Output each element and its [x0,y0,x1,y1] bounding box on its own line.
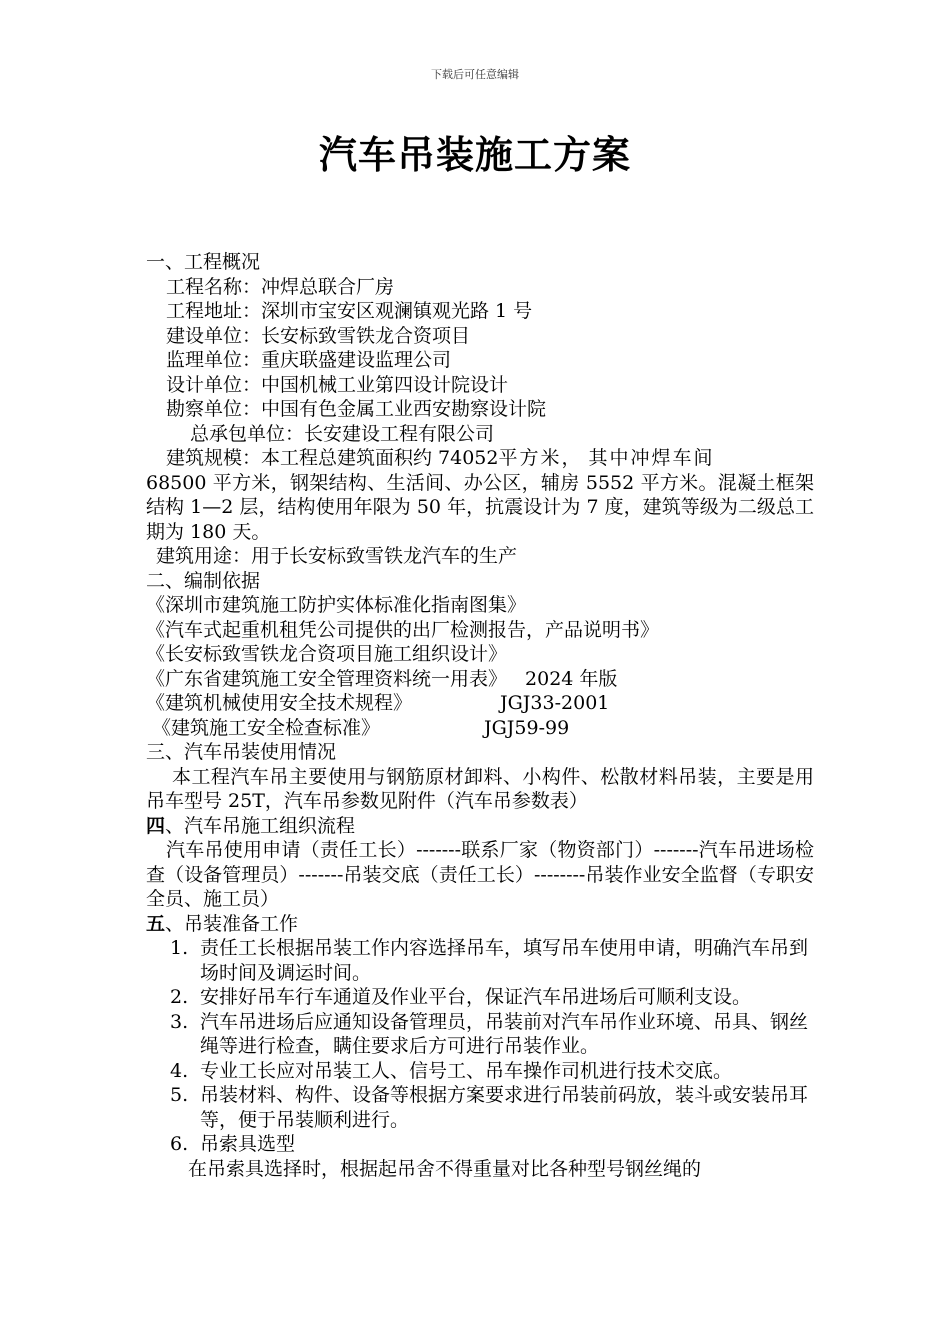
reference-code: JGJ59-99 [484,716,570,739]
surveyor-unit: 勘察单位：中国有色金属工业西安勘察设计院 [166,398,547,420]
heading-number: 四 [146,814,166,837]
supervisor-unit: 监理单位：重庆联盛建设监理公司 [166,349,452,371]
heading-number: 五 [146,912,166,935]
reference-title: 《广东省建筑施工安全管理资料统一用表》 [146,667,508,690]
list-item [146,1083,814,1132]
contractor-unit: 总承包单位：长安建设工程有限公司 [190,422,495,445]
project-name: 工程名称：冲焊总联合厂房 [166,275,395,298]
reference-item: 《长安标致雪铁龙合资项目施工组织设计》 [146,643,508,665]
scale-line [146,446,814,471]
list-item [146,985,814,1010]
reference-item [146,691,814,716]
reference-code: 2024 年版 [525,667,618,690]
list-text: 专业工长应对吊装工人、信号工、吊车操作司机进行技术交底。 [200,1059,733,1082]
heading-text: 、吊装准备工作 [165,912,299,935]
scale-label: 建筑规模：本工程总建筑面积约 74052 [166,447,499,469]
section-heading [146,814,814,839]
building-usage: 建筑用途：用于长安标致雪铁龙汽车的生产 [156,545,518,567]
list-text: 责任工长根据吊装工作内容选择吊车，填写吊车使用申请，明确汽车吊到场时间及调运时间。 [200,937,809,984]
designer-unit: 设计单位：中国机械工业第四设计院设计 [166,373,509,396]
list-item [146,1010,814,1059]
section-heading: 一、工程概况 [146,251,261,273]
document-title: 汽车吊装施工方案 [318,132,631,177]
list-number: 5. [170,1084,189,1106]
builder-unit: 建设单位：长安标致雪铁龙合资项目 [166,324,471,347]
reference-item: 《汽车式起重机租凭公司提供的出厂检测报告，产品说明书》 [146,618,660,641]
list-number: 3. [170,1010,189,1033]
reference-item [146,667,814,692]
list-item [146,1132,814,1157]
list-item [146,1059,814,1084]
reference-title: 《建筑机械使用安全技术规程》 [146,692,413,714]
document-body [146,250,814,1181]
scale-unit: 平方米， [498,447,583,469]
list-text: 安排好吊车行车通道及作业平台，保证汽车吊进场后可顺利支设。 [200,986,752,1008]
scale-rest: 其中冲焊车间 [588,447,715,469]
reference-item [146,716,814,741]
scale-continuation: 68500 平方米，钢架结构、生活间、办公区，辅房 5552 平方米。混凝土框架结构 1—2 层，结构使用年限为 50 年，抗震设计为 7 度，建筑等级为二级总工期为 180 天。 [146,471,814,543]
list-number: 4. [170,1059,189,1082]
process-paragraph: 汽车吊使用申请（责任工长）-------联系厂家（物资部门）-------汽车吊进场检查（设备管理员）-------吊装交底（责任工长）--------吊装作业安全监督（专职安全员、施工员） [146,839,814,910]
heading-text: 、汽车吊施工组织流程 [165,814,356,837]
project-address: 工程地址：深圳市宝安区观澜镇观光路 1 号 [166,300,533,322]
list-text: 吊索具选型 [200,1133,296,1155]
rigging-paragraph: 在吊索具选择时，根据起吊舍不得重量对比各种型号钢丝绳的 [188,1157,702,1180]
reference-item: 《深圳市建筑施工防护实体标准化指南图集》 [146,594,527,616]
section-heading [146,912,814,937]
section-heading: 三、汽车吊装使用情况 [146,741,337,763]
list-text: 吊装材料、构件、设备等根据方案要求进行吊装前码放，装斗或安装吊耳等，便于吊装顺利进行。 [200,1084,809,1131]
reference-code: JGJ33-2001 [500,692,610,714]
page-header: 下载后可任意编辑 [431,68,519,81]
list-number: 6. [170,1133,189,1155]
list-number: 2. [170,986,189,1008]
usage-paragraph: 本工程汽车吊主要使用与钢筋原材卸料、小构件、松散材料吊装，主要是用吊车型号 25T，汽车吊参数见附件（汽车吊参数表） [146,765,814,812]
section-heading: 二、编制依据 [146,569,261,592]
preparation-list [146,936,814,1157]
reference-title: 《建筑施工安全检查标准》 [152,716,381,739]
list-number: 1. [170,937,189,959]
list-item [146,936,814,985]
list-text: 汽车吊进场后应通知设备管理员，吊装前对汽车吊作业环境、吊具、钢丝绳等进行检查，瞒住要求后方可进行吊装作业。 [200,1010,809,1057]
